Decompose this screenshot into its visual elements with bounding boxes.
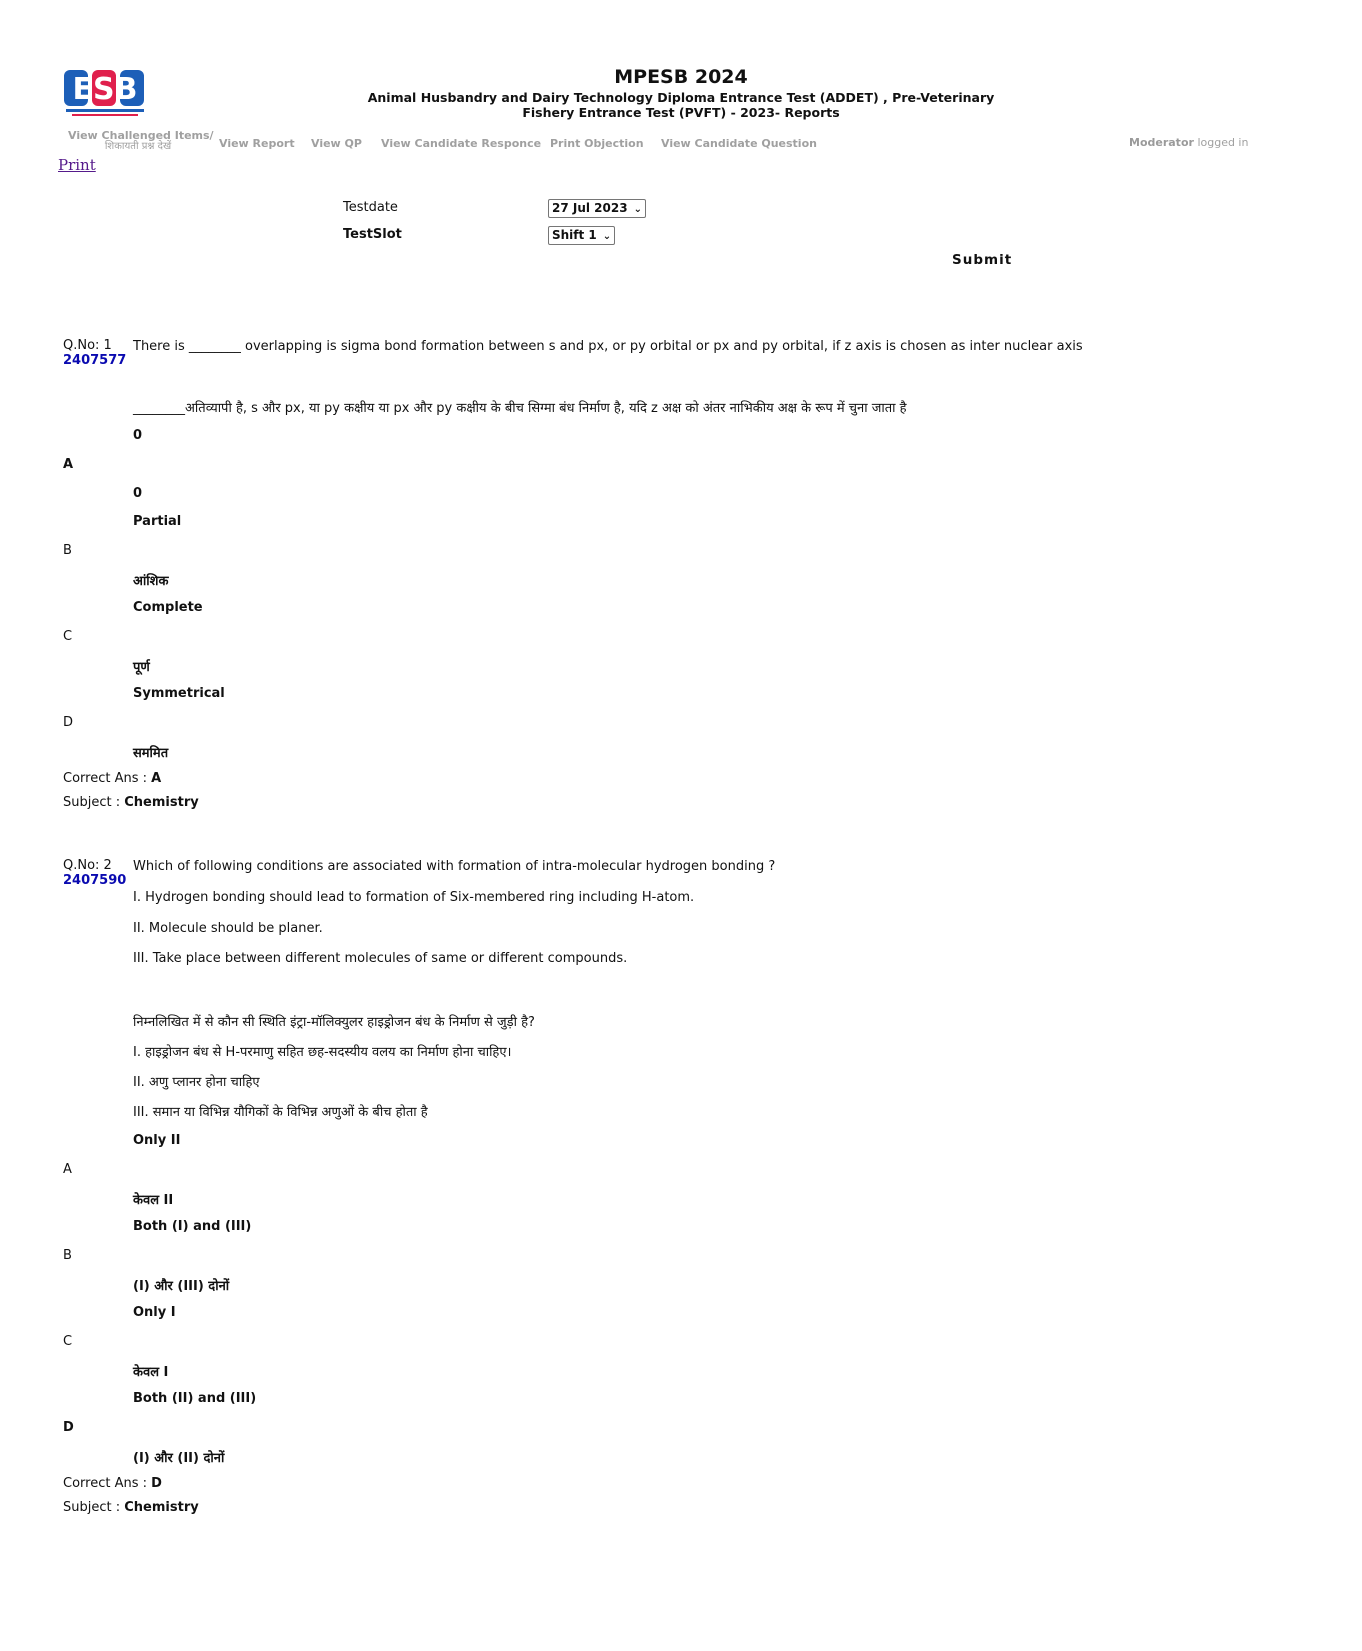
subject bbox=[63, 1500, 199, 1515]
nav-view-candidate-question[interactable]: View Candidate Question bbox=[661, 137, 817, 150]
nav-view-candidate-response[interactable]: View Candidate Responce bbox=[381, 137, 542, 150]
option-c-hi: केवल I bbox=[133, 1365, 169, 1380]
correct-answer-value: A bbox=[151, 771, 162, 786]
question-text-en: Which of following conditions are associated with formation of intra-molecular hydrogen bonding ? bbox=[133, 859, 776, 874]
testdate-value: 27 Jul 2023 bbox=[552, 201, 628, 215]
nav-view-report[interactable]: View Report bbox=[219, 137, 295, 150]
question-text-hi: निम्नलिखित में से कौन सी स्थिति इंट्रा-मॉलिक्युलर हाइड्रोजन बंध के निर्माण से जुड़ी है? bbox=[133, 1015, 535, 1030]
moderator-status bbox=[1129, 136, 1249, 149]
page-subtitle bbox=[0, 90, 1362, 120]
option-b-letter: B bbox=[63, 1248, 72, 1263]
submit-button[interactable]: Submit bbox=[952, 252, 1013, 268]
option-a-letter: A bbox=[63, 457, 74, 472]
testslot-select[interactable] bbox=[548, 226, 615, 245]
subject bbox=[63, 795, 199, 810]
moderator-login-status: logged in bbox=[1197, 136, 1249, 149]
option-d-en: Symmetrical bbox=[133, 686, 225, 701]
option-d-hi: (I) और (II) दोनों bbox=[133, 1451, 225, 1466]
option-c-en: Only I bbox=[133, 1305, 176, 1320]
option-a-letter: A bbox=[63, 1162, 72, 1177]
question-id: 2407590 bbox=[63, 873, 127, 888]
subtitle-line-1: Animal Husbandry and Dairy Technology Diploma Entrance Test (ADDET) , Pre-Veterinary bbox=[367, 90, 995, 105]
option-c-hi: पूर्ण bbox=[133, 660, 150, 675]
testslot-value: Shift 1 bbox=[552, 228, 597, 242]
option-a-en: 0 bbox=[133, 428, 143, 443]
option-d-letter: D bbox=[63, 715, 74, 730]
print-link[interactable]: Print bbox=[58, 156, 96, 174]
page-title: MPESB 2024 bbox=[614, 66, 748, 88]
logo-text: ESB bbox=[72, 72, 138, 107]
question-id: 2407577 bbox=[63, 353, 127, 368]
correct-answer-label: Correct Ans : bbox=[63, 1476, 152, 1491]
option-b-en: Partial bbox=[133, 514, 182, 529]
correct-answer-value: D bbox=[151, 1476, 162, 1491]
subtitle-line-2: Fishery Entrance Test (PVFT) - 2023- Reports bbox=[522, 105, 840, 120]
option-a-en: Only II bbox=[133, 1133, 181, 1148]
question-text-hi: ________अतिव्यापी है, s और px, या py कक्षीय या px और py कक्षीय के बीच सिग्मा बंध निर्माण है, यदि z अक्ष को अंतर नाभिकीय अक्ष के रूप में चुना जाता है bbox=[133, 401, 907, 416]
statement-hi-3: III. समान या विभिन्न यौगिकों के विभिन्न अणुओं के बीच होता है bbox=[133, 1105, 428, 1120]
nav-view-qp[interactable]: View QP bbox=[311, 137, 362, 150]
nav-challenged-hi: शिकायती प्रश्न देखें bbox=[104, 141, 172, 152]
option-c-en: Complete bbox=[133, 600, 203, 615]
chevron-down-icon: ⌄ bbox=[633, 204, 642, 215]
testslot-label: TestSlot bbox=[343, 227, 402, 242]
option-b-hi: (I) और (III) दोनों bbox=[133, 1279, 230, 1294]
question-text-en: There is ________ overlapping is sigma bond formation between s and px, or py orbital or px and py orbital, if z axis is chosen as inter nuclear axis bbox=[133, 339, 1083, 354]
option-a-hi: 0 bbox=[133, 486, 143, 501]
nav-challenged-en: View Challenged Items/ bbox=[68, 129, 214, 142]
statement-en-1: I. Hydrogen bonding should lead to formation of Six-membered ring including H-atom. bbox=[133, 890, 695, 905]
option-d-letter: D bbox=[63, 1420, 74, 1435]
option-c-letter: C bbox=[63, 1334, 73, 1349]
moderator-label: Moderator bbox=[1129, 136, 1194, 149]
option-d-hi: सममित bbox=[133, 746, 169, 761]
option-b-letter: B bbox=[63, 543, 72, 558]
testdate-select[interactable] bbox=[548, 199, 646, 218]
correct-answer bbox=[63, 771, 161, 786]
subject-label: Subject : bbox=[63, 795, 125, 810]
correct-answer-label: Correct Ans : bbox=[63, 771, 152, 786]
nav-print-objection[interactable]: Print Objection bbox=[550, 137, 644, 150]
question-number: Q.No: 2 bbox=[63, 858, 112, 873]
subject-label: Subject : bbox=[63, 1500, 125, 1515]
chevron-down-icon: ⌄ bbox=[602, 231, 612, 242]
statement-hi-2: II. अणु प्लानर होना चाहिए bbox=[133, 1075, 260, 1090]
option-b-en: Both (I) and (III) bbox=[133, 1219, 252, 1234]
subject-value: Chemistry bbox=[124, 1500, 199, 1515]
correct-answer bbox=[63, 1476, 162, 1491]
statement-en-3: III. Take place between different molecules of same or different compounds. bbox=[133, 951, 628, 966]
option-d-en: Both (II) and (III) bbox=[133, 1391, 257, 1406]
option-b-hi: आंशिक bbox=[133, 574, 169, 589]
statement-en-2: II. Molecule should be planer. bbox=[133, 921, 323, 936]
statement-hi-1: I. हाइड्रोजन बंध से H-परमाणु सहित छह-सदस्यीय वलय का निर्माण होना चाहिए। bbox=[133, 1045, 512, 1060]
nav-view-challenged-items[interactable] bbox=[68, 129, 214, 152]
subject-value: Chemistry bbox=[124, 795, 199, 810]
option-a-hi: केवल II bbox=[133, 1193, 174, 1208]
option-c-letter: C bbox=[63, 629, 73, 644]
testdate-label: Testdate bbox=[343, 200, 398, 215]
question-number: Q.No: 1 bbox=[63, 338, 112, 353]
